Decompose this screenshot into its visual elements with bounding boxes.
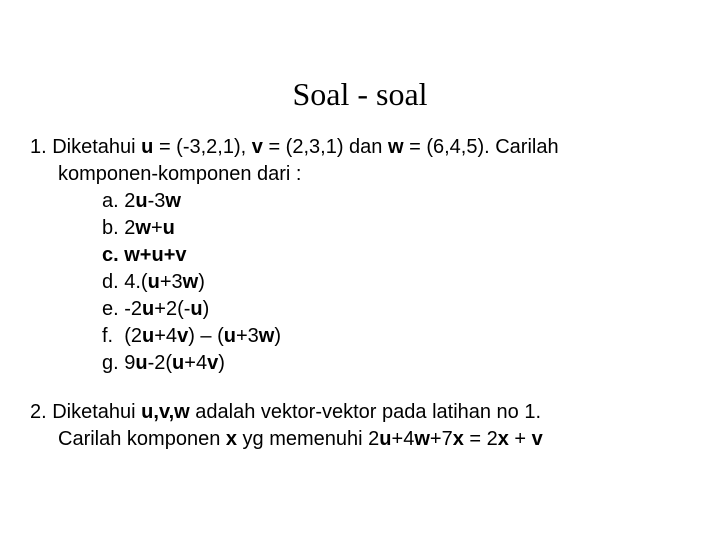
slide-title: Soal - soal [292, 76, 428, 112]
q1-item-d: d. 4.(u+3w) [102, 271, 205, 293]
q2-line-2: Carilah komponen x yg memenuhi 2u+4w+7x = 2x + v [58, 428, 543, 450]
vector-v: v [251, 136, 263, 158]
q1-item-a: a. 2u-3w [102, 190, 181, 212]
q1-item-e: e. -2u+2(-u) [102, 298, 210, 320]
q1-item-b: b. 2w+u [102, 217, 175, 239]
q1-line-2: komponen-komponen dari : [58, 163, 302, 185]
q1-line-1: 1. Diketahui u = (-3,2,1), v = (2,3,1) dan w = (6,4,5). Carilah [30, 136, 559, 158]
q1-item-c: c. w+u+v [102, 244, 187, 266]
slide-content [30, 134, 710, 453]
vectors-uvw: u,v,w [141, 401, 190, 423]
vector-w: w [387, 136, 404, 158]
q2-line-1: 2. Diketahui u,v,w adalah vektor-vektor pada latihan no 1. [30, 401, 542, 423]
q1-item-g: g. 9u-2(u+4v) [102, 352, 225, 374]
vector-u: u [141, 136, 154, 158]
spacer [30, 377, 710, 399]
q1-item-f: f. (2u+4v) – (u+3w) [102, 325, 282, 347]
